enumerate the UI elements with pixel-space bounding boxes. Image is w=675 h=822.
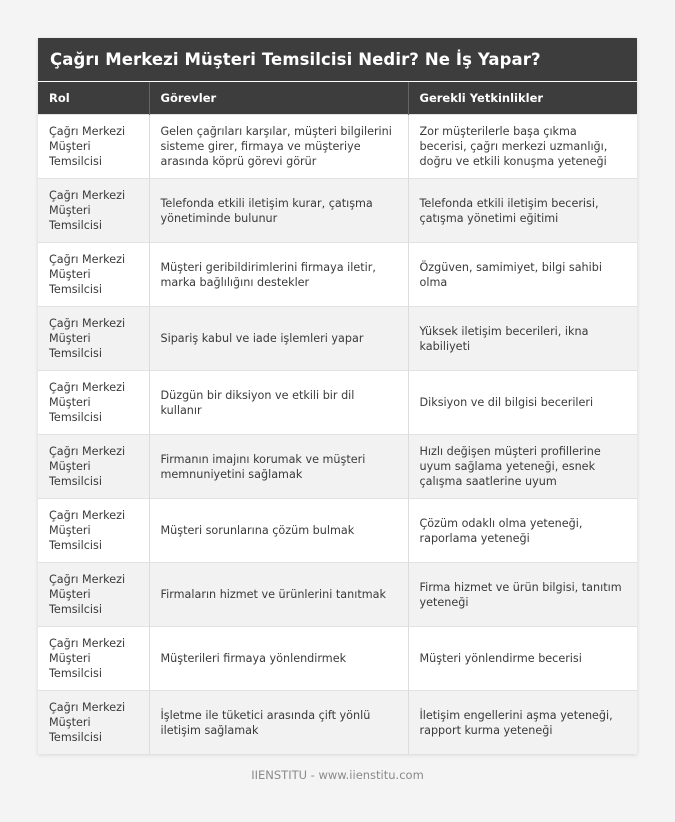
table-row bbox=[38, 179, 637, 243]
table-row bbox=[38, 499, 637, 563]
cell-skills: Müşteri yönlendirme becerisi bbox=[408, 627, 637, 691]
cell-skills: Özgüven, samimiyet, bilgi sahibi olma bbox=[408, 243, 637, 307]
table-row bbox=[38, 371, 637, 435]
footer-credit: IIENSTITU - www.iienstitu.com bbox=[251, 768, 424, 782]
cell-skills: Diksiyon ve dil bilgisi becerileri bbox=[408, 371, 637, 435]
cell-skills: Firma hizmet ve ürün bilgisi, tanıtım yeteneği bbox=[408, 563, 637, 627]
table-row bbox=[38, 115, 637, 179]
cell-role: Çağrı Merkezi Müşteri Temsilcisi bbox=[38, 627, 149, 691]
cell-role: Çağrı Merkezi Müşteri Temsilcisi bbox=[38, 435, 149, 499]
title-bar bbox=[38, 38, 637, 82]
cell-tasks: Müşterileri firmaya yönlendirmek bbox=[149, 627, 408, 691]
cell-skills: İletişim engellerini aşma yeteneği, rapport kurma yeteneği bbox=[408, 691, 637, 755]
cell-tasks: Sipariş kabul ve iade işlemleri yapar bbox=[149, 307, 408, 371]
table-row bbox=[38, 307, 637, 371]
cell-role: Çağrı Merkezi Müşteri Temsilcisi bbox=[38, 499, 149, 563]
cell-role: Çağrı Merkezi Müşteri Temsilcisi bbox=[38, 691, 149, 755]
cell-tasks: Firmaların hizmet ve ürünlerini tanıtmak bbox=[149, 563, 408, 627]
cell-role: Çağrı Merkezi Müşteri Temsilcisi bbox=[38, 115, 149, 179]
roles-table bbox=[38, 82, 637, 754]
table-row bbox=[38, 627, 637, 691]
table-card bbox=[38, 38, 637, 754]
cell-skills: Hızlı değişen müşteri profillerine uyum sağlama yeteneği, esnek çalışma saatlerine uyum bbox=[408, 435, 637, 499]
cell-tasks: Gelen çağrıları karşılar, müşteri bilgilerini sisteme girer, firmaya ve müşteriye arasında köprü görevi görür bbox=[149, 115, 408, 179]
cell-skills: Telefonda etkili iletişim becerisi, çatışma yönetimi eğitimi bbox=[408, 179, 637, 243]
cell-role: Çağrı Merkezi Müşteri Temsilcisi bbox=[38, 179, 149, 243]
table-row bbox=[38, 435, 637, 499]
cell-role: Çağrı Merkezi Müşteri Temsilcisi bbox=[38, 371, 149, 435]
column-header-skills: Gerekli Yetkinlikler bbox=[408, 82, 637, 115]
table-row bbox=[38, 563, 637, 627]
header-row bbox=[38, 82, 637, 115]
table-row bbox=[38, 243, 637, 307]
column-header-tasks: Görevler bbox=[149, 82, 408, 115]
cell-skills: Çözüm odaklı olma yeteneği, raporlama yeteneği bbox=[408, 499, 637, 563]
cell-tasks: Firmanın imajını korumak ve müşteri memnuniyetini sağlamak bbox=[149, 435, 408, 499]
cell-role: Çağrı Merkezi Müşteri Temsilcisi bbox=[38, 563, 149, 627]
cell-tasks: Düzgün bir diksiyon ve etkili bir dil kullanır bbox=[149, 371, 408, 435]
cell-tasks: Müşteri geribildirimlerini firmaya iletir, marka bağlılığını destekler bbox=[149, 243, 408, 307]
cell-skills: Yüksek iletişim becerileri, ikna kabiliyeti bbox=[408, 307, 637, 371]
page-title: Çağrı Merkezi Müşteri Temsilcisi Nedir? Ne İş Yapar? bbox=[50, 50, 541, 69]
cell-role: Çağrı Merkezi Müşteri Temsilcisi bbox=[38, 307, 149, 371]
cell-skills: Zor müşterilerle başa çıkma becerisi, çağrı merkezi uzmanlığı, doğru ve etkili konuşma yeteneği bbox=[408, 115, 637, 179]
table-row bbox=[38, 691, 637, 755]
cell-tasks: İşletme ile tüketici arasında çift yönlü iletişim sağlamak bbox=[149, 691, 408, 755]
cell-tasks: Telefonda etkili iletişim kurar, çatışma yönetiminde bulunur bbox=[149, 179, 408, 243]
cell-tasks: Müşteri sorunlarına çözüm bulmak bbox=[149, 499, 408, 563]
cell-role: Çağrı Merkezi Müşteri Temsilcisi bbox=[38, 243, 149, 307]
column-header-role: Rol bbox=[38, 82, 149, 115]
